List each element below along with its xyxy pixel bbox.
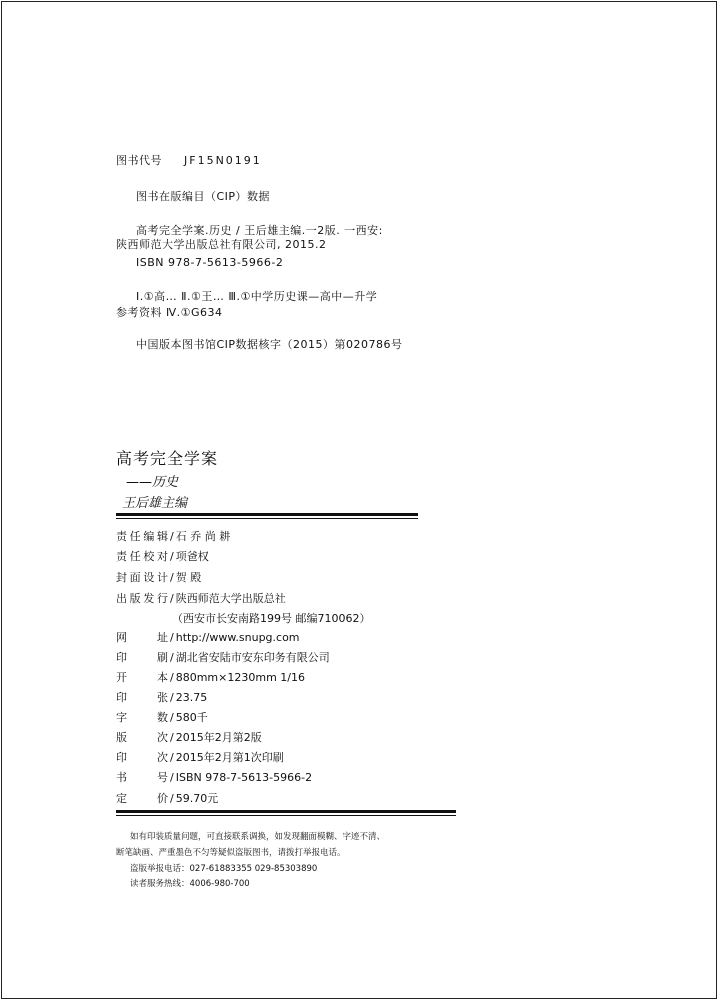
book-code-label: 图书代号: [116, 154, 162, 167]
divider-thick: [116, 810, 456, 813]
cip-header: 图书在版编目（CIP）数据: [136, 190, 271, 203]
info-row-price: 定价 / 59.70元: [116, 792, 219, 805]
cip-line: 陕西师范大学出版总社有限公司, 2015.2: [116, 238, 327, 251]
divider-thick: [116, 513, 418, 516]
book-editor: 王后雄主编: [122, 496, 188, 511]
info-row-sheets: 印张 / 23.75: [116, 691, 208, 704]
footer-note: 盗版举报电话：027-61883355 029-85303890: [130, 864, 318, 874]
info-row-isbn: 书号 / ISBN 978-7-5613-5966-2: [116, 771, 313, 784]
divider-thin: [116, 518, 418, 519]
cip-line: 中国版本图书馆CIP数据核字（2015）第020786号: [136, 338, 403, 351]
cip-line: ISBN 978-7-5613-5966-2: [136, 256, 284, 269]
page-frame: [1, 1, 717, 999]
footer-note: 断笔缺画、严重墨色不匀等疑似盗版图书，请拨打举报电话。: [116, 848, 346, 858]
cip-line: Ⅰ.①高… Ⅱ.①王… Ⅲ.①中学历史课—高中—升学: [136, 290, 378, 303]
info-row-cover-design: 封面设计 / 贺 殿: [116, 571, 202, 584]
info-row-edition: 版次 / 2015年2月第2版: [116, 731, 262, 744]
book-subtitle: ——历史: [126, 475, 179, 490]
info-row-proofreader: 责任校对 / 项爸权: [116, 550, 209, 563]
info-row-printer: 印刷 / 湖北省安陆市安东印务有限公司: [116, 651, 330, 664]
info-row-format: 开本 / 880mm×1230mm 1/16: [116, 671, 305, 684]
footer-note: 读者服务热线：4006-980-700: [130, 879, 250, 889]
book-code-value: JF15N0191: [184, 154, 262, 167]
info-row-word-count: 字数 / 580千: [116, 711, 208, 724]
footer-note: 如有印装质量问题，可直接联系调换，如发现翻面模糊、字迹不清、: [130, 832, 386, 842]
cip-line: 参考资料 Ⅳ.①G634: [116, 306, 223, 319]
divider-thin: [116, 815, 456, 816]
info-row-publisher: 出版发行 / 陕西师范大学出版总社: [116, 592, 286, 605]
book-code: [116, 152, 262, 168]
info-row-address: （西安市长安南路199号 邮编710062）: [172, 612, 371, 625]
cip-line: 高考完全学案.历史 / 王后雄主编.一2版. 一西安:: [136, 224, 383, 237]
info-row-printing: 印次 / 2015年2月第1次印刷: [116, 751, 284, 764]
info-row-editor: 责任编辑 / 石 乔 尚 耕: [116, 530, 231, 543]
info-row-website: 网址 / http://www.snupg.com: [116, 631, 300, 644]
book-title: 高考完全学案: [116, 449, 219, 468]
